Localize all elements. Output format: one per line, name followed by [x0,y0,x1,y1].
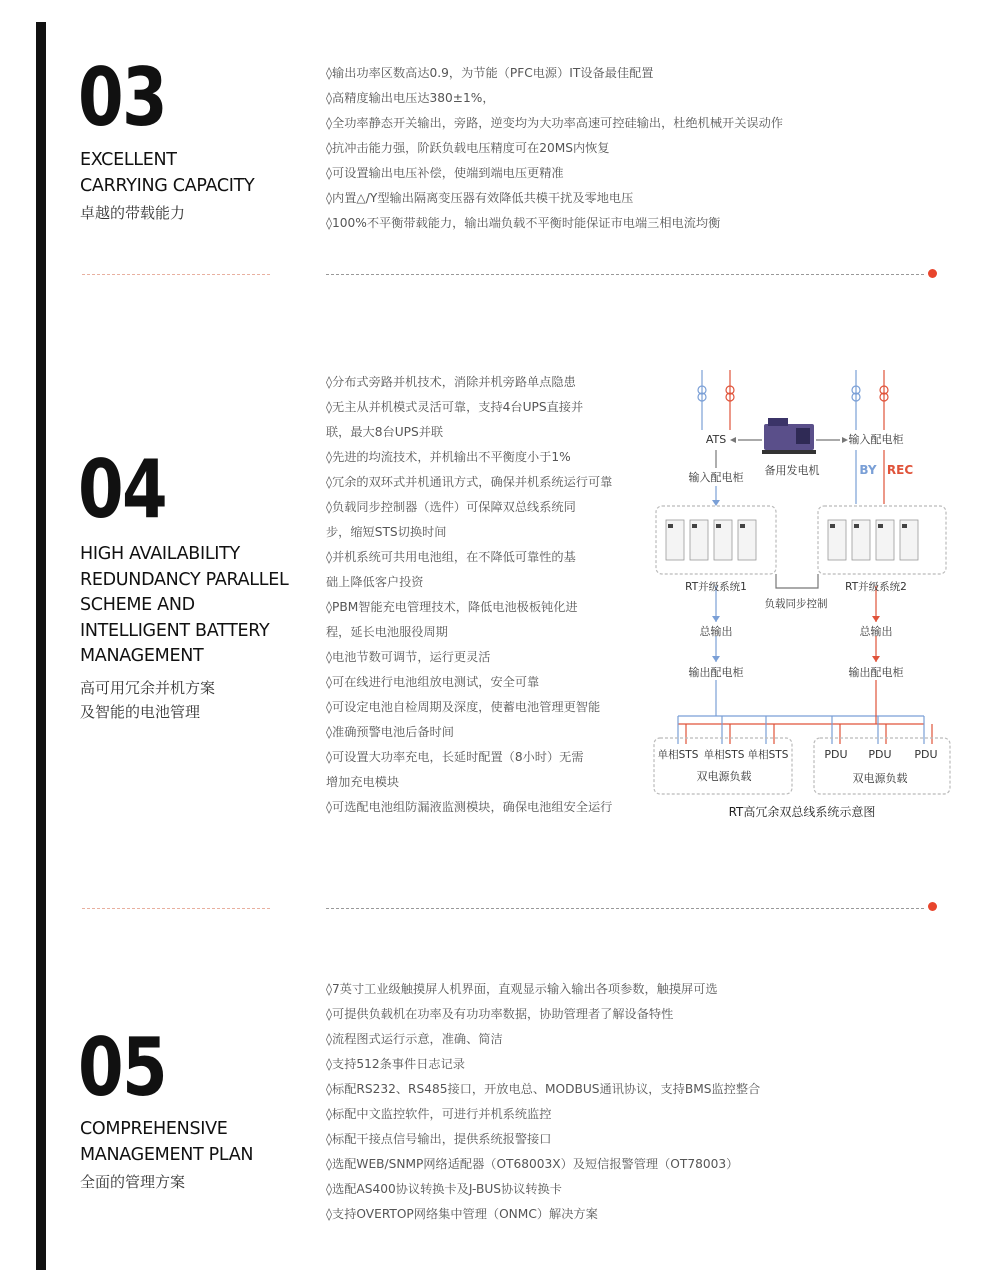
divider-dot [928,269,937,278]
list-item: 联，最大8台UPS并联 [326,425,444,439]
list-item: ◊分布式旁路并机技术，消除并机旁路单点隐患 [326,375,576,389]
arrow-icon [872,616,880,622]
arrow-icon [872,656,880,662]
pdu-label: PDU [914,748,938,761]
sts-label: 单相STS [657,749,699,761]
list-item: ◊支持512条事件日志记录 [326,1057,465,1071]
arrow-icon [712,616,720,622]
diagram-svg [650,366,960,826]
section-title-en: HIGH AVAILABILITY REDUNDANCY PARALLEL SCHEME AND INTELLIGENT BATTERY MANAGEMENT [80,544,289,666]
section-title-cn: 全面的管理方案 [80,1173,186,1191]
sts-load-box [654,738,792,794]
divider-dot [928,902,937,911]
section-number: 03 [78,51,167,144]
diagram-caption: RT高冗余双总线系统示意图 [728,805,876,819]
ats-label: ATS [705,433,727,446]
list-item: ◊100%不平衡带载能力，输出端负载不平衡时能保证市电端三相电流均衡 [326,216,721,230]
list-item: ◊流程图式运行示意，准确、简洁 [326,1032,503,1046]
section-title-en: COMPREHENSIVE MANAGEMENT PLAN [80,1119,254,1165]
feature-list [326,977,760,1227]
drop-lines-blue [678,716,924,744]
sync-label: 负载同步控制 [764,598,828,610]
list-item: ◊无主从并机模式灵活可靠，支持4台UPS直接并 [326,400,584,414]
list-item: ◊负载同步控制器（选件）可保障双总线系统同 [326,500,576,514]
feature-list [326,61,783,236]
list-item: ◊可设置大功率充电，长延时配置（8小时）无需 [326,750,584,764]
list-item: 增加充电模块 [326,775,400,789]
list-item: ◊可提供负载机在功率及有功功率数据，协助管理者了解设备特性 [326,1007,674,1021]
rec-label: REC [886,463,914,477]
feature-list [326,370,612,820]
list-item: ◊输出功率区数高达0.9，为节能（PFC电源）IT设备最佳配置 [326,66,654,80]
dual-load-label: 双电源负载 [696,770,752,783]
sync-link [776,574,818,588]
list-item: ◊全功率静态开关输出，旁路，逆变均为大功率高速可控硅输出，杜绝机械开关误动作 [326,116,783,130]
total-output-label: 总输出 [699,625,733,638]
list-item: ◊内置△/Y型输出隔离变压器有效降低共模干扰及零地电压 [326,191,634,205]
section-title-cn: 高可用冗余并机方案 及智能的电池管理 [80,679,216,721]
section-title-cn: 卓越的带载能力 [80,204,186,222]
sts-label: 单相STS [703,749,745,761]
section-title-en: EXCELLENT CARRYING CAPACITY [80,150,255,196]
pdu-label: PDU [824,748,848,761]
list-item: ◊标配干接点信号输出，提供系统报警接口 [326,1132,552,1146]
section-divider-left [82,908,270,909]
list-item: ◊先进的均流技术，并机输出不平衡度小于1% [326,450,571,464]
list-item: ◊抗冲击能力强，阶跃负载电压精度可在20MS内恢复 [326,141,610,155]
by-label: BY [859,463,877,477]
dual-load-label: 双电源负载 [852,772,908,785]
output-cabinet-label: 输出配电柜 [688,666,744,679]
drop-lines-red [686,724,932,744]
list-item: ◊可选配电池组防漏液监测模块，确保电池组安全运行 [326,800,613,814]
list-item: ◊并机系统可共用电池组，在不降低可靠性的基 [326,550,576,564]
system1-label: RT并级系统1 [685,581,747,593]
list-item: ◊PBM智能充电管理技术，降低电池极板钝化进 [326,600,578,614]
arrow-icon [712,500,720,506]
list-item: ◊选配AS400协议转换卡及J-BUS协议转换卡 [326,1182,562,1196]
total-output-label: 总输出 [859,625,893,638]
pdu-load-box [814,738,950,794]
list-item: 程，延长电池服役周期 [326,625,448,639]
list-item: ◊7英寸工业级触摸屏人机界面，直观显示输入输出各项参数，触摸屏可选 [326,982,718,996]
list-item: 步，缩短STS切换时间 [326,525,447,539]
list-item: ◊电池节数可调节，运行更灵活 [326,650,491,664]
list-item: ◊冗余的双环式并机通讯方式，确保并机系统运行可靠 [326,475,613,489]
generator-label: 备用发电机 [764,464,820,477]
generator-icon [762,418,816,454]
list-item: ◊选配WEB/SNMP网络适配器（OT68003X）及短信报警管理（OT78003） [326,1157,739,1171]
list-item: ◊标配RS232、RS485接口，开放电总、MODBUS通讯协议，支持BMS监控整合 [326,1082,761,1096]
arrow-icon [712,656,720,662]
sts-label: 单相STS [747,749,789,761]
output-cabinet-label: 输出配电柜 [848,666,904,679]
section-divider-left [82,274,270,275]
list-item: ◊高精度输出电压达380±1%， [326,91,495,105]
section-divider [326,908,924,909]
section-number: 04 [78,443,167,536]
list-item: ◊标配中文监控软件，可进行并机系统监控 [326,1107,552,1121]
section-divider [326,274,924,275]
list-item: ◊准确预警电池后备时间 [326,725,454,739]
list-item: ◊可设置输出电压补偿，使端到端电压更精准 [326,166,564,180]
input-cabinet-label: 输入配电柜 [688,471,744,484]
pdu-label: PDU [868,748,892,761]
section-number: 05 [78,1021,167,1114]
input-cabinet-label: 输入配电柜 [848,433,904,446]
system2-label: RT并级系统2 [845,581,907,593]
list-item: ◊可在线进行电池组放电测试，安全可靠 [326,675,540,689]
list-item: 础上降低客户投资 [326,575,424,589]
arrow-icon [730,437,736,443]
list-item: ◊支持OVERTOP网络集中管理（ONMC）解决方案 [326,1207,598,1221]
left-vertical-bar [36,22,46,1270]
redundancy-diagram [650,366,960,826]
list-item: ◊可设定电池自检周期及深度，使蓄电池管理更智能 [326,700,601,714]
arrow-icon [842,437,848,443]
